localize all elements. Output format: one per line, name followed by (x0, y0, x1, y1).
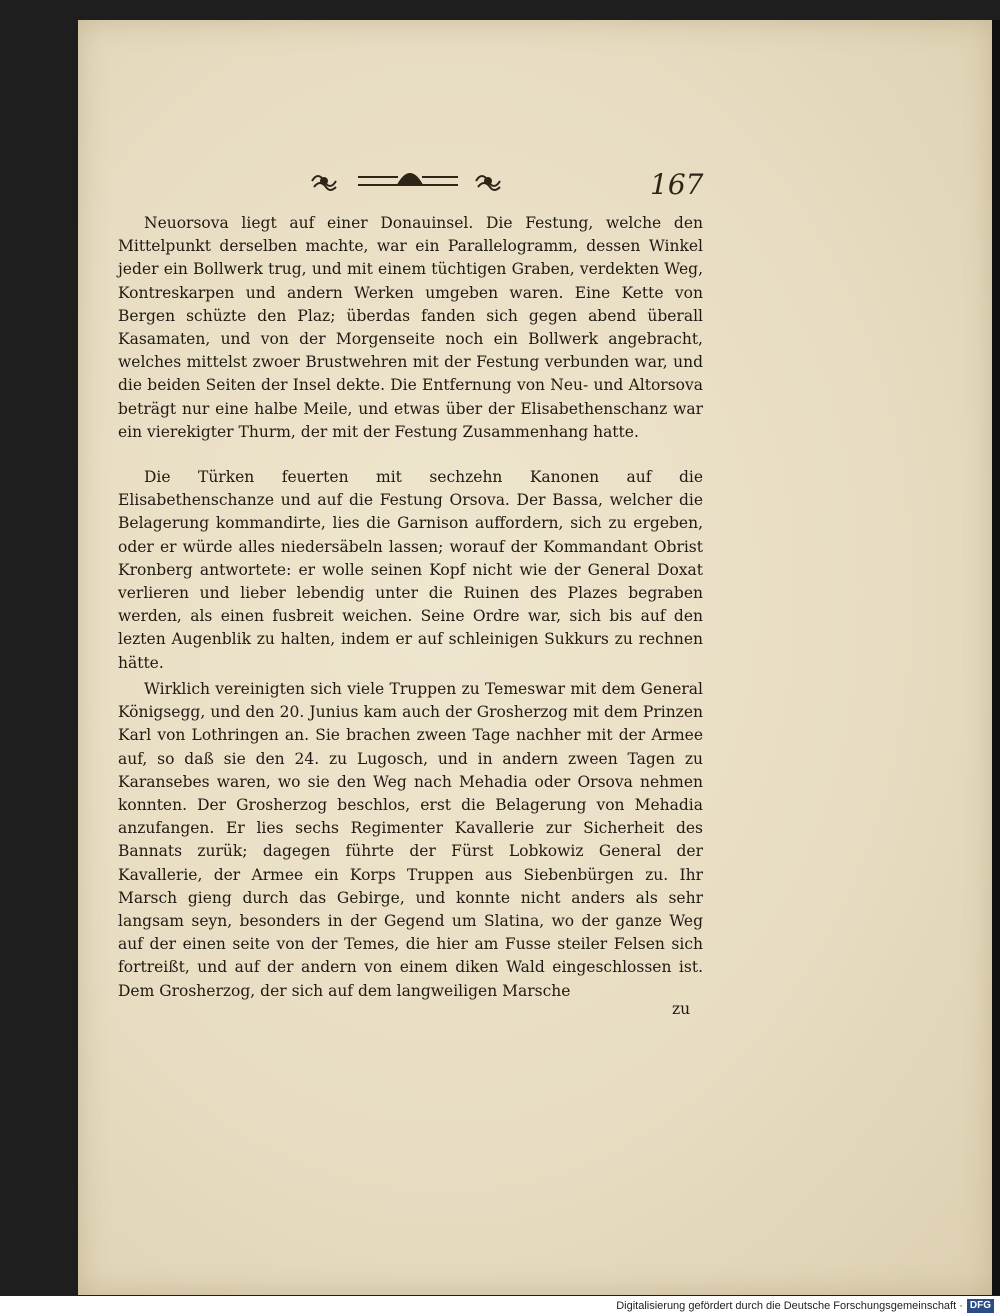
paragraph-text: Neuorsova liegt auf einer Donauinsel. Die Festung, welche den Mittelpunkt derselben machte, war ein Parallelogramm, dessen Winkel jeder ein Bollwerk trug, und mit einem tüchtigen Graben, verdekten Weg, Kontreskarpen und andern Werken umgeben waren. Eine Kette von Bergen schüzte den Plaz; überdas fanden sich gegen abend überall Kasamaten, und von der Morgenseite noch ein Bollwerk angebracht, welches mittelst zwoer Brustwehren mit der Festung verbunden war, und die beiden Seiten der Insel dekte. Die Entfernung von Neu- und Altorsova beträgt nur eine halbe Meile, und etwas über der Elisabethenschanz war ein vierekigter Thurm, der mit der Festung Zusammenhang hatte. (118, 214, 703, 441)
footer-text: Digitalisierung gefördert durch die Deutsche Forschungsgemeinschaft · (616, 1300, 963, 1312)
catchword: zu (672, 1000, 691, 1018)
digitization-footer (0, 1296, 1000, 1316)
dfg-logo: DFG (967, 1299, 994, 1313)
paragraph-2 (118, 466, 703, 675)
paragraph-text: Die Türken feuerten mit sechzehn Kanonen auf die Elisabethenschanze und auf die Festung Orsova. Der Bassa, welcher die Belagerung kommandirte, lies die Garnison auffordern, sich zu ergeben, oder er würde alles niedersäbeln lassen; worauf der Kommandant Obrist Kronberg antwortete: er wolle seinen Kopf nicht wie der General Doxat verlieren und lieber lebendig unter die Ruinen des Plazes begraben werden, als einen fusbreit weichen. Seine Ordre war, sich bis auf den lezten Augenblik zu halten, indem er auf schleinigen Sukkurs zu rechnen hätte. (118, 468, 703, 672)
header-ornament-icon (308, 165, 508, 197)
paragraph-1 (118, 212, 703, 444)
scan-edge (992, 20, 1000, 1295)
paragraph-3 (118, 678, 703, 1003)
page-number: 167 (650, 168, 704, 201)
paragraph-text: Wirklich vereinigten sich viele Truppen zu Temeswar mit dem General Königsegg, und den 20. Junius kam auch der Grosherzog mit dem Prinzen Karl von Lothringen an. Sie brachen zween Tage nachher mit der Armee auf, so daß sie den 24. zu Lugosch, und in andern zween Tagen zu Karansebes waren, wo sie den Weg nach Mehadia oder Orsova nehmen konnten. Der Grosherzog beschlos, erst die Belagerung von Mehadia anzufangen. Er lies sechs Regimenter Kavallerie zur Sicherheit des Bannats zurük; dagegen führte der Fürst Lobkowiz General der Kavallerie, der Armee ein Korps Truppen aus Siebenbürgen zu. Ihr Marsch gieng durch das Gebirge, und konnte nicht anders als sehr langsam seyn, besonders in der Gegend um Slatina, wo der ganze Weg auf der einen seite von der Temes, die hier am Fusse steiler Felsen sich fortreißt, und auf der andern von einem diken Wald eingeschlossen ist. Dem Grosherzog, der sich auf dem langweiligen Marsche (118, 680, 703, 1000)
